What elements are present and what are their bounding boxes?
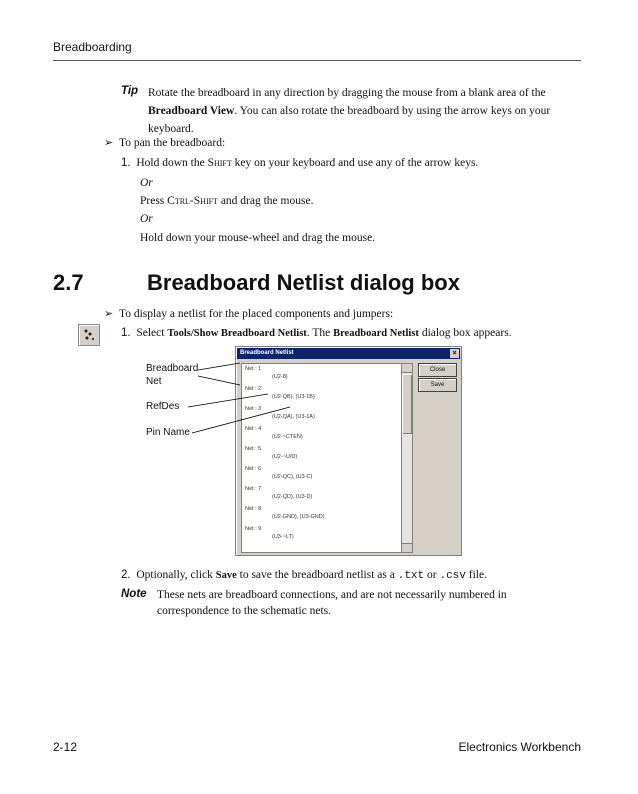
pan-step-1-pre: Hold down the xyxy=(136,157,208,169)
net-refs: (U2-GND), (U3-GND) xyxy=(272,514,325,520)
csv-extension: .csv xyxy=(439,570,466,582)
shift-key: Shift xyxy=(207,157,232,169)
net-label: Net : 7 xyxy=(245,486,262,492)
step-number: 2. xyxy=(121,569,131,581)
callout-refdes: RefDes xyxy=(146,401,180,412)
net-label: Net : 9 xyxy=(245,526,262,532)
step-number: 1. xyxy=(121,157,131,169)
net-refs: (U3-~LT) xyxy=(272,534,294,540)
page-number: 2-12 xyxy=(53,740,78,754)
net-label: Net : 2 xyxy=(245,386,262,392)
tip-text-post: . You can also rotate the breadboard by using the arrow keys on your keyboard. xyxy=(148,105,551,135)
display-step-1-post: dialog box appears. xyxy=(418,327,512,339)
step-2-or: or xyxy=(424,569,440,581)
or-1: Or xyxy=(140,177,153,189)
tip-text-pre: Rotate the breadboard in any direction by dragging the mouse from a blank area of the xyxy=(148,87,546,99)
net-refs: (U2-8) xyxy=(272,374,288,380)
step-number: 1. xyxy=(121,327,131,339)
running-header: Breadboarding xyxy=(53,40,132,54)
leader-line-refdes xyxy=(188,394,268,407)
note-label: Note xyxy=(121,588,147,600)
pan-alt-2: Hold down your mouse-wheel and drag the mouse. xyxy=(140,232,376,244)
dialog-name: Breadboard Netlist xyxy=(333,328,419,339)
net-refs: (U2-QA), (U3-1A) xyxy=(272,414,315,420)
leader-line-net-1 xyxy=(198,363,240,370)
net-label: Net : 5 xyxy=(245,446,262,452)
or-2: Or xyxy=(140,213,153,225)
step-2-pre: Optionally, click xyxy=(136,569,216,581)
pan-step-1-post: key on your keyboard and use any of the arrow keys. xyxy=(231,157,479,169)
save-button[interactable]: Save xyxy=(418,378,457,392)
close-icon[interactable]: × xyxy=(450,349,459,358)
callout-pin-name: Pin Name xyxy=(146,427,190,438)
net-label: Net : 8 xyxy=(245,506,262,512)
callout-breadboard-net-line1: Breadboard xyxy=(146,363,199,374)
leader-line-pin-name xyxy=(192,407,290,433)
step-2-post: file. xyxy=(465,569,487,581)
net-refs: (U2-~CTEN) xyxy=(272,434,303,440)
dialog-title: Breadboard Netlist xyxy=(240,350,294,356)
save-command: Save xyxy=(215,570,237,581)
callout-breadboard-net-line2: Net xyxy=(146,376,162,387)
close-button[interactable]: Close xyxy=(418,363,457,377)
section-number: 2.7 xyxy=(53,270,84,295)
note-text: These nets are breadboard connections, and are not necessarily numbered in correspondence to the schematic nets. xyxy=(157,589,507,617)
pan-alt-1-post: and drag the mouse. xyxy=(217,195,314,207)
pan-alt-1-pre: Press xyxy=(140,195,168,207)
step-2 xyxy=(121,569,487,582)
txt-extension: .txt xyxy=(397,570,425,582)
net-label: Net : 4 xyxy=(245,426,262,432)
book-title: Electronics Workbench xyxy=(458,740,581,754)
net-label: Net : 3 xyxy=(245,406,262,412)
net-refs: (U2-QC), (U3-C) xyxy=(272,474,313,480)
menu-path: Tools/Show Breadboard Netlist xyxy=(167,328,307,339)
net-label: Net : 1 xyxy=(245,366,262,372)
net-refs: (U2-QD), (U3-D) xyxy=(272,494,313,500)
leader-line-net-2 xyxy=(198,376,240,385)
net-refs: (U2-~U/D) xyxy=(272,454,298,460)
tip-label: Tip xyxy=(121,85,139,97)
arrow-bullet-icon: ➢ xyxy=(104,308,114,320)
net-label: Net : 6 xyxy=(245,466,262,472)
step-2-mid: to save the breadboard netlist as a xyxy=(236,569,398,581)
display-intro-text: To display a netlist for the placed components and jumpers: xyxy=(118,308,394,320)
ctrl-shift-key: Ctrl-Shift xyxy=(167,195,218,207)
net-refs: (U2-QB), (U3-1B) xyxy=(272,394,315,400)
display-step-1-mid: . The xyxy=(306,327,334,339)
section-title: Breadboard Netlist dialog box xyxy=(147,270,460,295)
pan-intro-text: To pan the breadboard: xyxy=(118,137,226,149)
display-step-1-pre: Select xyxy=(136,327,168,339)
arrow-bullet-icon: ➢ xyxy=(104,137,114,149)
tip-text-bold: Breadboard View xyxy=(148,105,235,117)
